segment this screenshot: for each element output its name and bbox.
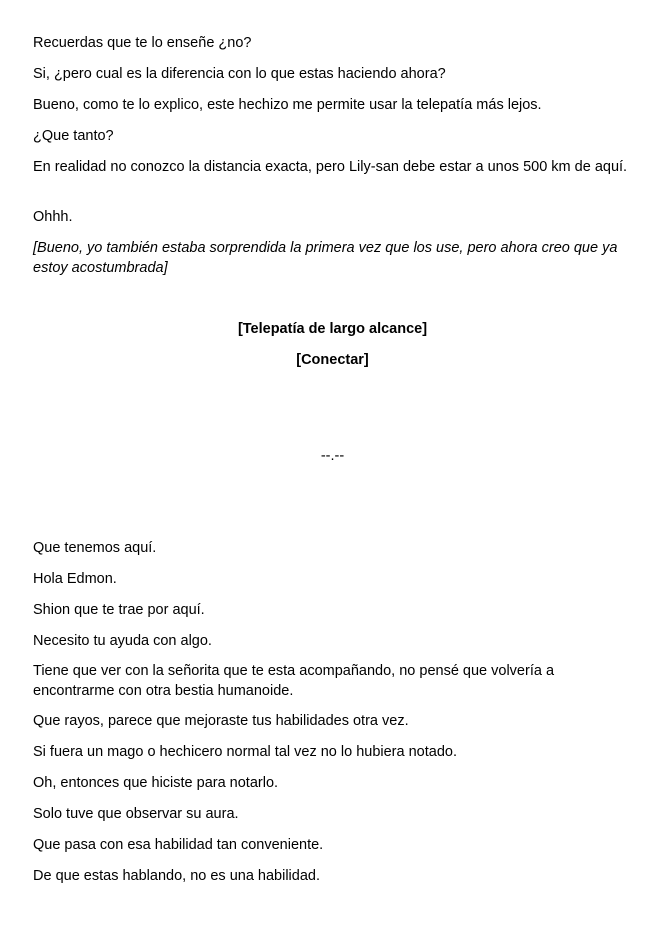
paragraph: Que tenemos aquí. [33,540,157,556]
spell-action-heading: [Conectar] [296,352,369,368]
italic-thought-paragraph: [Bueno, yo también estaba sorprendida la primera vez que los use, pero ahora creo que ya estoy acostumbrada] [33,240,618,276]
paragraph: Que pasa con esa habilidad tan conveniente. [33,837,324,853]
scene-break: --.-- [320,448,345,464]
spell-name-heading: [Telepatía de largo alcance] [237,321,428,337]
paragraph: Recuerdas que te lo enseñe ¿no? [33,35,252,51]
paragraph: Tiene que ver con la señorita que te esta acompañando, no pensé que volvería a encontrarme con otra bestia humanoide. [33,663,555,699]
paragraph: Solo tuve que observar su aura. [33,806,239,822]
paragraph: Necesito tu ayuda con algo. [33,633,212,649]
paragraph: Si, ¿pero cual es la diferencia con lo que estas haciendo ahora? [33,66,446,82]
paragraph: Oh, entonces que hiciste para notarlo. [33,775,279,791]
paragraph: Ohhh. [33,209,73,225]
paragraph: En realidad no conozco la distancia exacta, pero Lily-san debe estar a unos 500 km de aquí. [33,159,628,175]
paragraph: Bueno, como te lo explico, este hechizo me permite usar la telepatía más lejos. [33,97,542,113]
paragraph: Hola Edmon. [33,571,117,587]
paragraph: Si fuera un mago o hechicero normal tal vez no lo hubiera notado. [33,744,457,760]
paragraph: ¿Que tanto? [33,128,114,144]
paragraph: De que estas hablando, no es una habilidad. [33,868,320,884]
paragraph: Que rayos, parece que mejoraste tus habilidades otra vez. [33,713,409,729]
paragraph: Shion que te trae por aquí. [33,602,205,618]
